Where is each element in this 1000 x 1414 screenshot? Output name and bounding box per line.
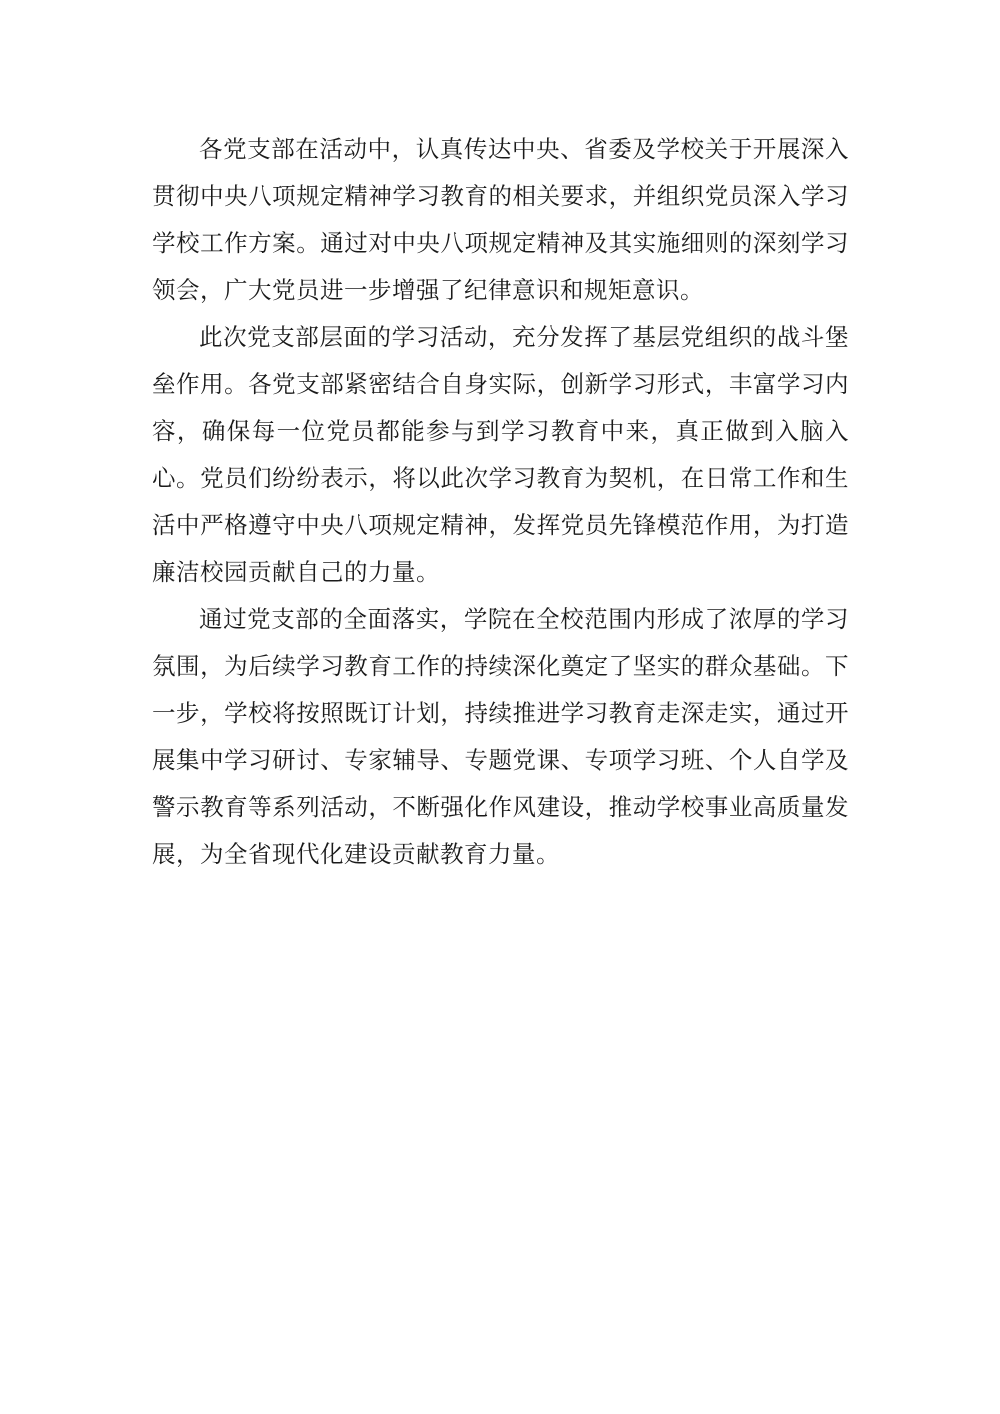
paragraph-2: 此次党支部层面的学习活动，充分发挥了基层党组织的战斗堡垒作用。各党支部紧密结合自身实际，创新学习形式，丰富学习内容，确保每一位党员都能参与到学习教育中来，真正做到入脑入心。党员们纷纷表示，将以此次学习教育为契机，在日常工作和生活中严格遵守中央八项规定精神，发挥党员先锋模范作用，为打造廉洁校园贡献自己的力量。 [152, 323, 849, 586]
paragraph-1: 各党支部在活动中，认真传达中央、省委及学校关于开展深入贯彻中央八项规定精神学习教育的相关要求，并组织党员深入学习学校工作方案。通过对中央八项规定精神及其实施细则的深刻学习领会，广大党员进一步增强了纪律意识和规矩意识。 [152, 135, 849, 304]
paragraph-3: 通过党支部的全面落实，学院在全校范围内形成了浓厚的学习氛围，为后续学习教育工作的持续深化奠定了坚实的群众基础。下一步，学校将按照既订计划，持续推进学习教育走深走实，通过开展集中学习研讨、专家辅导、专题党课、专项学习班、个人自学及警示教育等系列活动，不断强化作风建设，推动学校事业高质量发展，为全省现代化建设贡献教育力量。 [152, 605, 849, 868]
document-body [152, 126, 849, 878]
